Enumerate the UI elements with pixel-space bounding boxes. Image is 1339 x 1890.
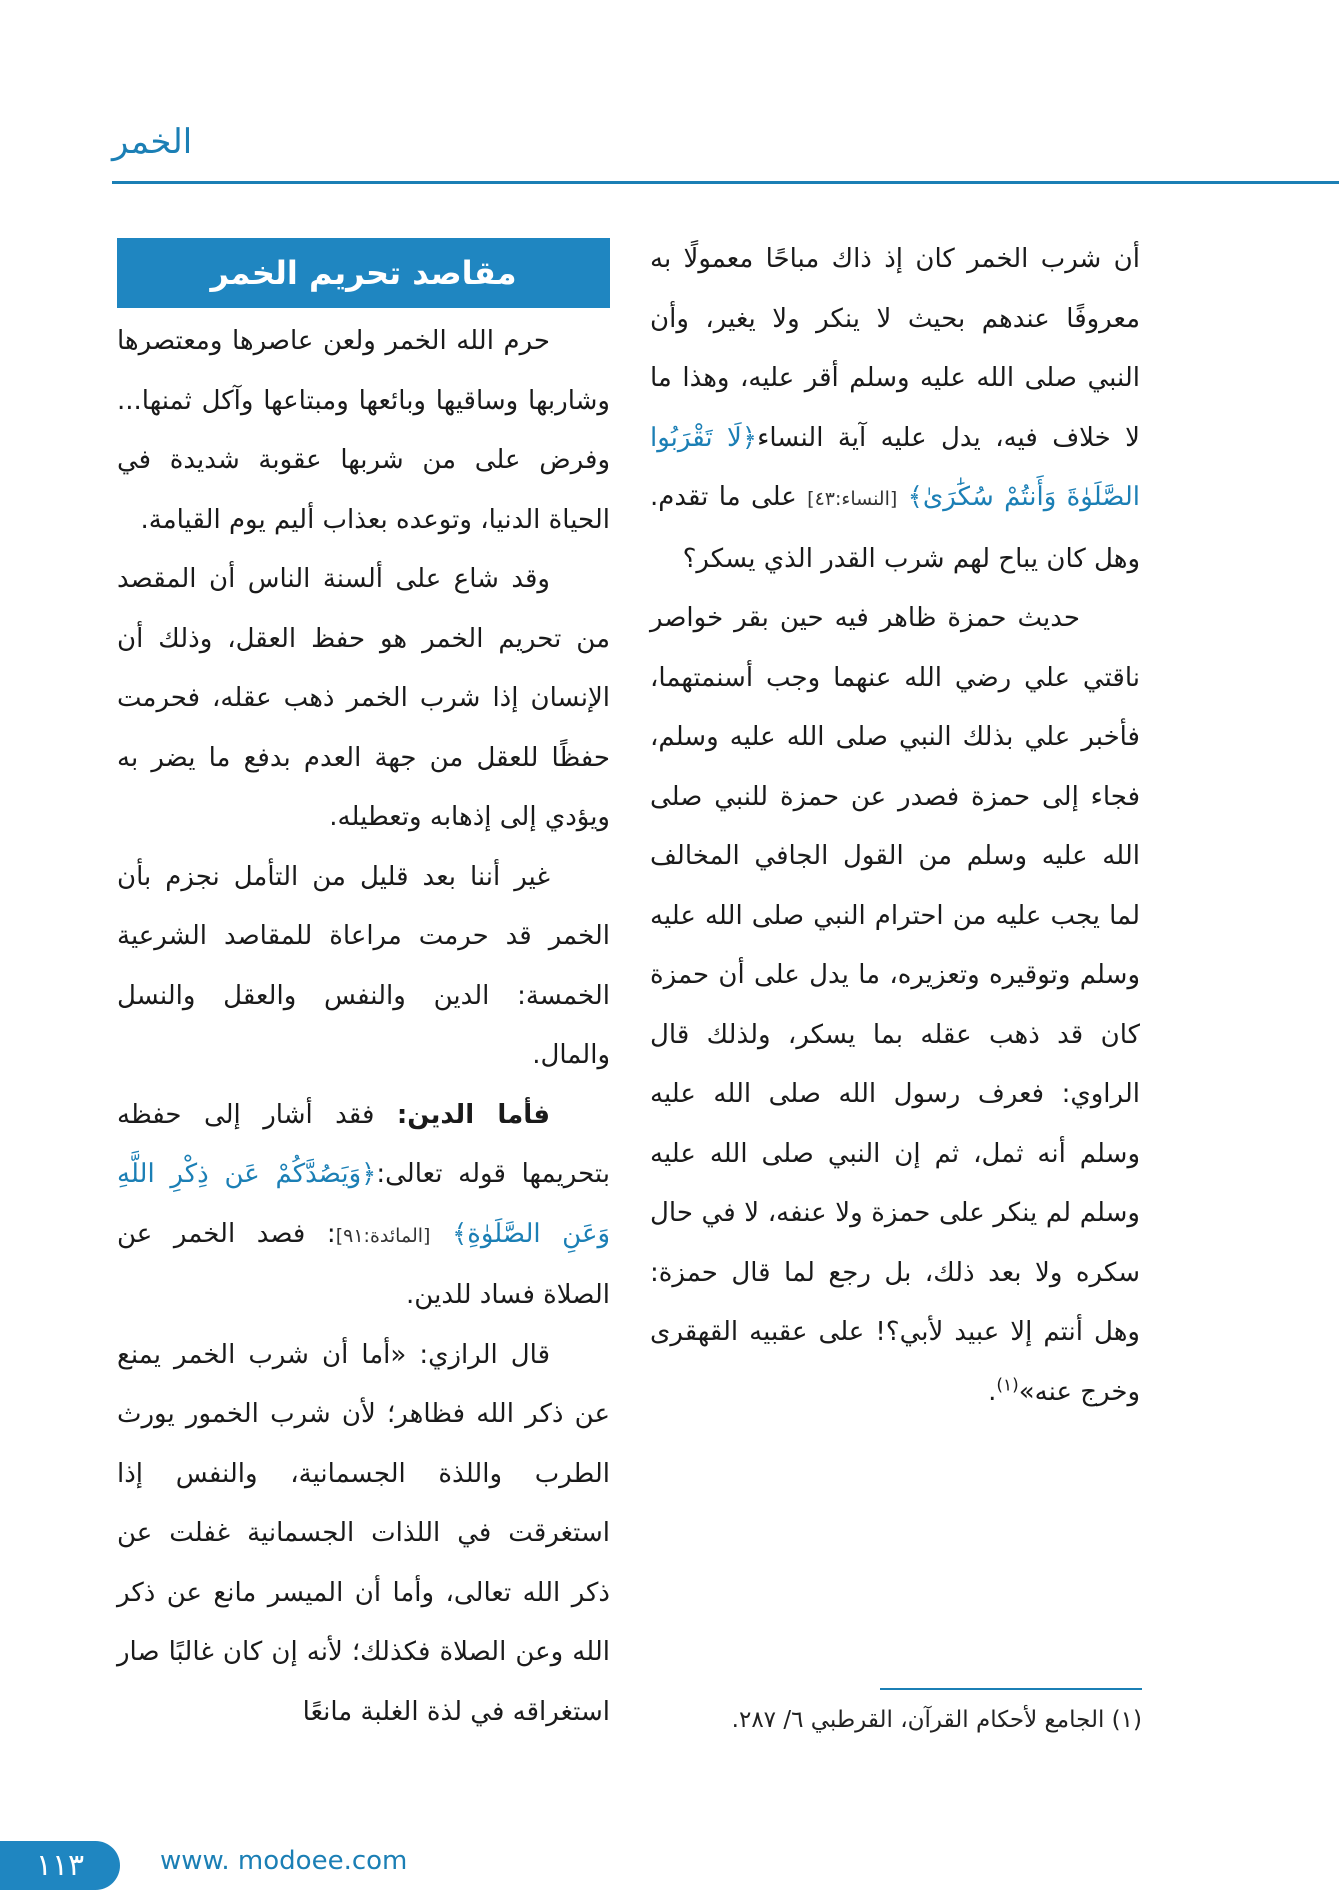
left-paragraph-1: حرم الله الخمر ولعن عاصرها ومعتصرها وشاربها وساقيها وبائعها ومبتاعها وآكل ثمنها... وفرض على من شربها عقوبة شديدة في الحياة الدنيا، وتوعده بعذاب أليم يوم القيامة.: [117, 326, 610, 535]
left-paragraph-3: غير أننا بعد قليل من التأمل نجزم بأن الخمر قد حرمت مراعاة للمقاصد الشرعية الخمسة: الدين والنفس والعقل والنسل والمال.: [117, 861, 610, 1070]
running-header-title: الخمر: [112, 122, 193, 162]
footnote-marker[interactable]: (١): [996, 1374, 1019, 1395]
website-link[interactable]: www. modoee.com: [160, 1846, 408, 1876]
right-paragraph-1: [650, 230, 1140, 589]
left-column: [117, 312, 610, 1742]
right-p1-text: أن شرب الخمر كان إذ ذاك مباحًا معمولًا به معروفًا عندهم بحيث لا ينكر ولا يغير، وأن النبي صلى الله عليه وسلم أقر عليه، وهذا ما لا خلاف فيه، يدل عليه آية النساء: [650, 244, 1140, 453]
section-title-banner: مقاصد تحريم الخمر: [117, 238, 610, 308]
quran-verse-maidah: ﴿وَيَصُدَّكُمْ عَن ذِكْرِ اللَّهِ وَعَنِ الصَّلَوٰةِ﴾: [117, 1159, 611, 1249]
footnote-text: (١) الجامع لأحكام القرآن، القرطبي ٦/ ٢٨٧.: [731, 1707, 1142, 1733]
right-column: [650, 230, 1140, 1422]
right-p1-tail: على ما تقدم. وهل كان يباح لهم شرب القدر الذي يسكر؟: [650, 482, 1140, 574]
page-number-badge: ١١٣: [0, 1841, 120, 1890]
left-p4-tail: : فصد الخمر عن الصلاة فساد للدين.: [117, 1218, 610, 1310]
left-paragraph-4: [117, 1086, 610, 1326]
footnote-divider: [880, 1688, 1142, 1690]
verse-reference-maidah: [المائدة:٩١]: [335, 1224, 431, 1247]
header-divider: [112, 181, 1339, 184]
left-paragraph-5: قال الرازي: «أما أن شرب الخمر يمنع عن ذكر الله فظاهر؛ لأن شرب الخمور يورث الطرب واللذة الجسمانية، والنفس إذا استغرقت في اللذات الجسمانية غفلت عن ذكر الله تعالى، وأما أن الميسر مانع عن ذكر الله وعن الصلاة فكذلك؛ لأنه إن كان غالبًا صار استغراقه في لذة الغلبة مانعًا: [117, 1339, 610, 1727]
left-p4-text: فقد أشار إلى حفظه بتحريمها قوله تعالى:: [117, 1099, 610, 1189]
right-p2-end: .: [988, 1376, 997, 1407]
right-p2-text: حديث حمزة ظاهر فيه حين بقر خواصر ناقتي علي رضي الله عنهما وجب أسنمتهما، فأخبر علي بذلك النبي صلى الله عليه وسلم، فجاء إلى حمزة فصدر عن حمزة للنبي صلى الله عليه وسلم من القول الجافي المخالف لما يجب عليه من احترام النبي صلى الله عليه وسلم وتوقيره وتعزيره، ما يدل على أن حمزة كان قد ذهب عقله بما يسكر، ولذلك قال الراوي: فعرف رسول الله صلى الله عليه وسلم أنه ثمل، ثم إن النبي صلى الله عليه وسلم لم ينكر على حمزة ولا عنفه، لا في حال سكره ولا بعد ذلك، بل رجع لما قال حمزة: وهل أنتم إلا عبيد لأبي؟! على عقبيه القهقرى وخرج عنه»: [650, 603, 1140, 1407]
quran-verse-nisa: ﴿لَا تَقْرَبُوا الصَّلَوٰةَ وَأَنتُمْ سُكَٰرَىٰ﴾: [650, 422, 1141, 512]
right-paragraph-2: [650, 589, 1140, 1422]
religion-lead: فأما الدين:: [396, 1099, 551, 1130]
verse-reference-nisa: [النساء:٤٣]: [807, 488, 898, 510]
left-paragraph-2: وقد شاع على ألسنة الناس أن المقصد من تحريم الخمر هو حفظ العقل، وذلك أن الإنسان إذا شرب الخمر ذهب عقله، فحرمت حفظًا للعقل من جهة العدم بدفع ما يضر به ويؤدي إلى إذهابه وتعطيله.: [117, 564, 610, 832]
